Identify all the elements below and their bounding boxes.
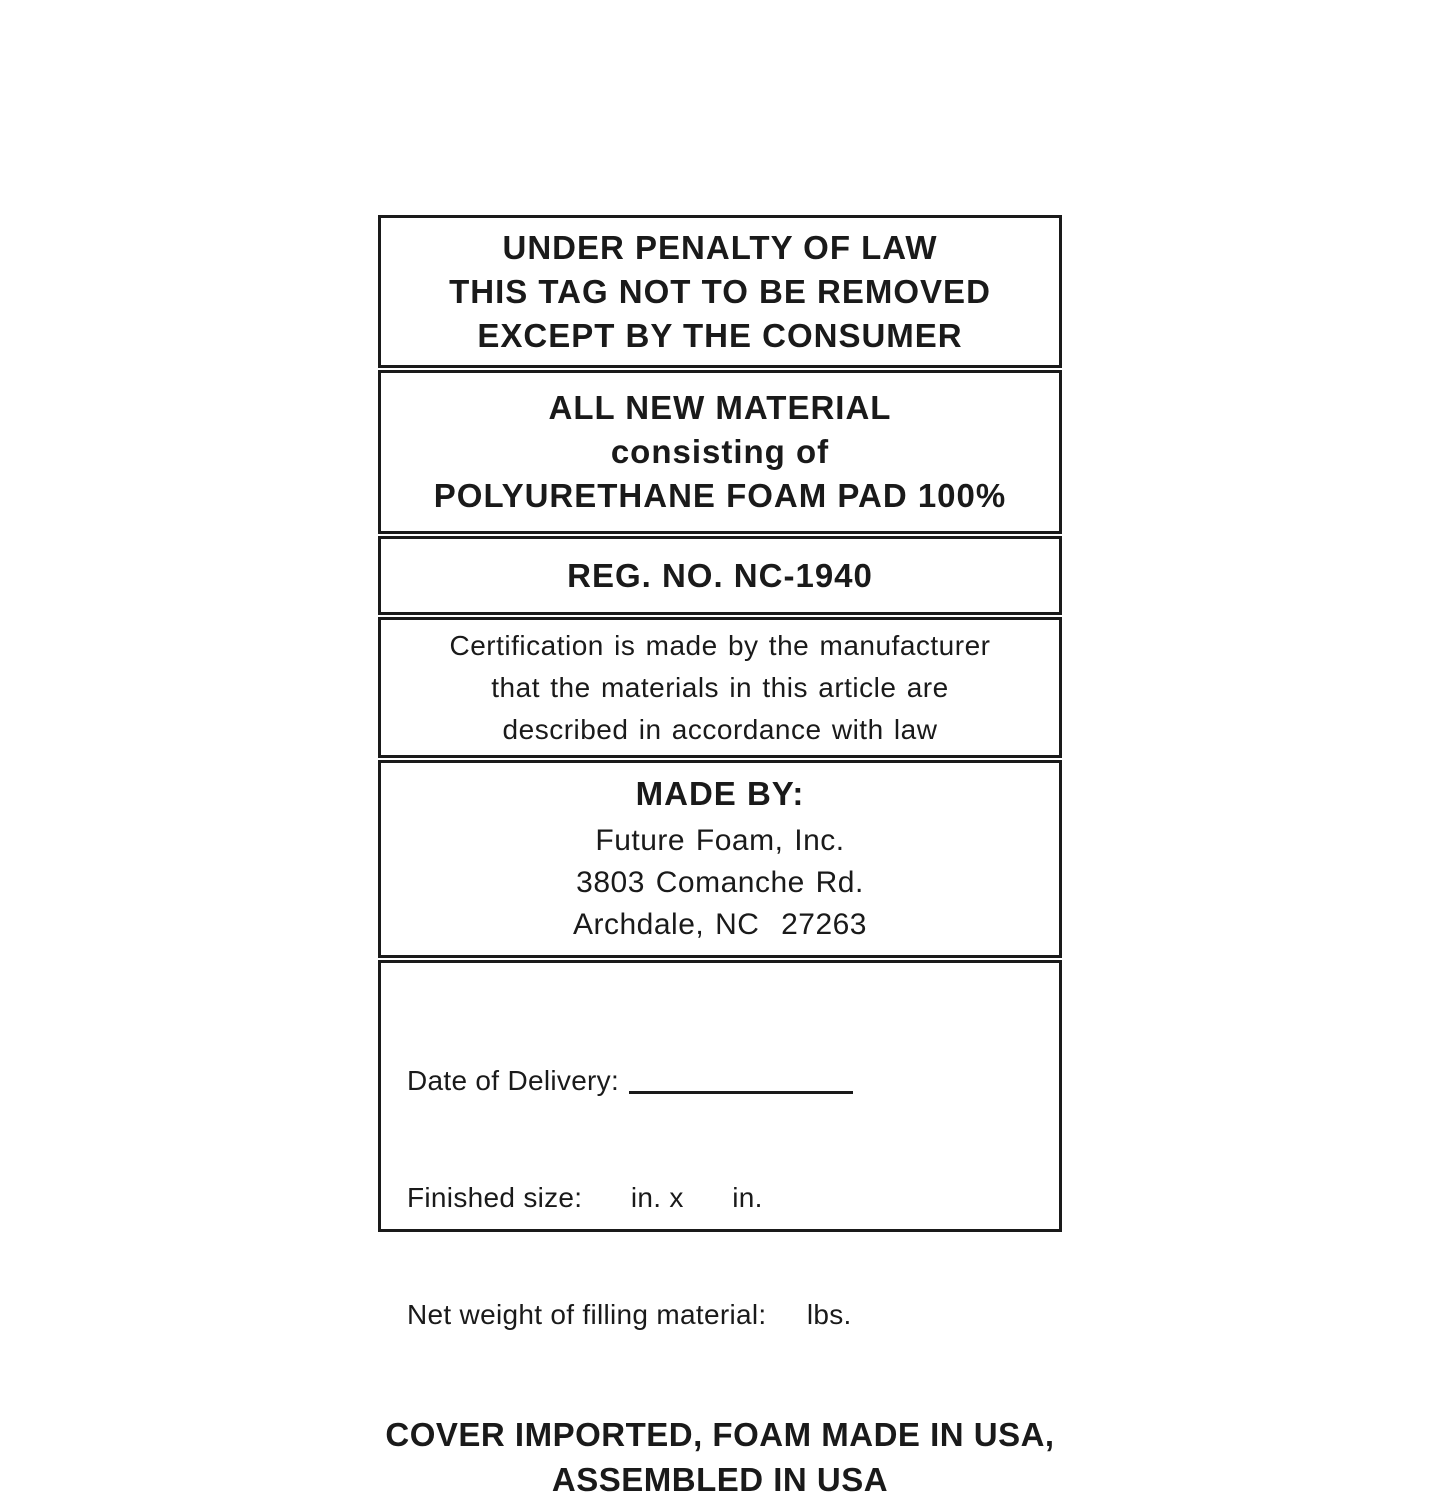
- origin-line-2: ASSEMBLED IN USA: [551, 1461, 889, 1498]
- date-of-delivery-field: [407, 1061, 1059, 1100]
- manufacturer-street: 3803 Comanche Rd.: [576, 866, 864, 899]
- date-of-delivery-blank-line: [629, 1091, 853, 1094]
- registration-number: REG. NO. NC-1940: [567, 556, 873, 594]
- origin-line-1: COVER IMPORTED, FOAM MADE IN USA,: [385, 1416, 1055, 1453]
- made-by-section: [378, 760, 1062, 958]
- certification-line-3: described in accordance with law: [502, 713, 938, 745]
- material-line-1: ALL NEW MATERIAL: [548, 389, 892, 426]
- penalty-line-3: EXCEPT BY THE CONSUMER: [477, 316, 963, 354]
- fill-in-fields: [381, 983, 1059, 1412]
- registration-section: [378, 536, 1062, 615]
- certification-line-1: Certification is made by the manufacturer: [449, 629, 991, 661]
- material-line-2: consisting of: [610, 433, 830, 470]
- certification-section: [378, 617, 1062, 758]
- penalty-line-2: THIS TAG NOT TO BE REMOVED: [449, 272, 991, 310]
- law-tag: [378, 215, 1062, 1498]
- net-weight-field: Net weight of filling material: lbs.: [407, 1299, 852, 1330]
- material-section: [378, 370, 1062, 534]
- finished-size-field: Finished size: in. x in.: [407, 1182, 763, 1213]
- certification-line-2: that the materials in this article are: [491, 671, 949, 703]
- details-section: [378, 960, 1062, 1498]
- material-line-3: POLYURETHANE FOAM PAD 100%: [433, 477, 1007, 514]
- manufacturer-city-state-zip: Archdale, NC 27263: [573, 908, 867, 941]
- made-by-heading: MADE BY:: [635, 775, 805, 812]
- penalty-line-1: UNDER PENALTY OF LAW: [502, 228, 938, 266]
- penalty-section: [378, 215, 1062, 368]
- origin-statement: [381, 1412, 1059, 1502]
- date-of-delivery-label: Date of Delivery:: [407, 1065, 620, 1096]
- manufacturer-name: Future Foam, Inc.: [595, 824, 845, 857]
